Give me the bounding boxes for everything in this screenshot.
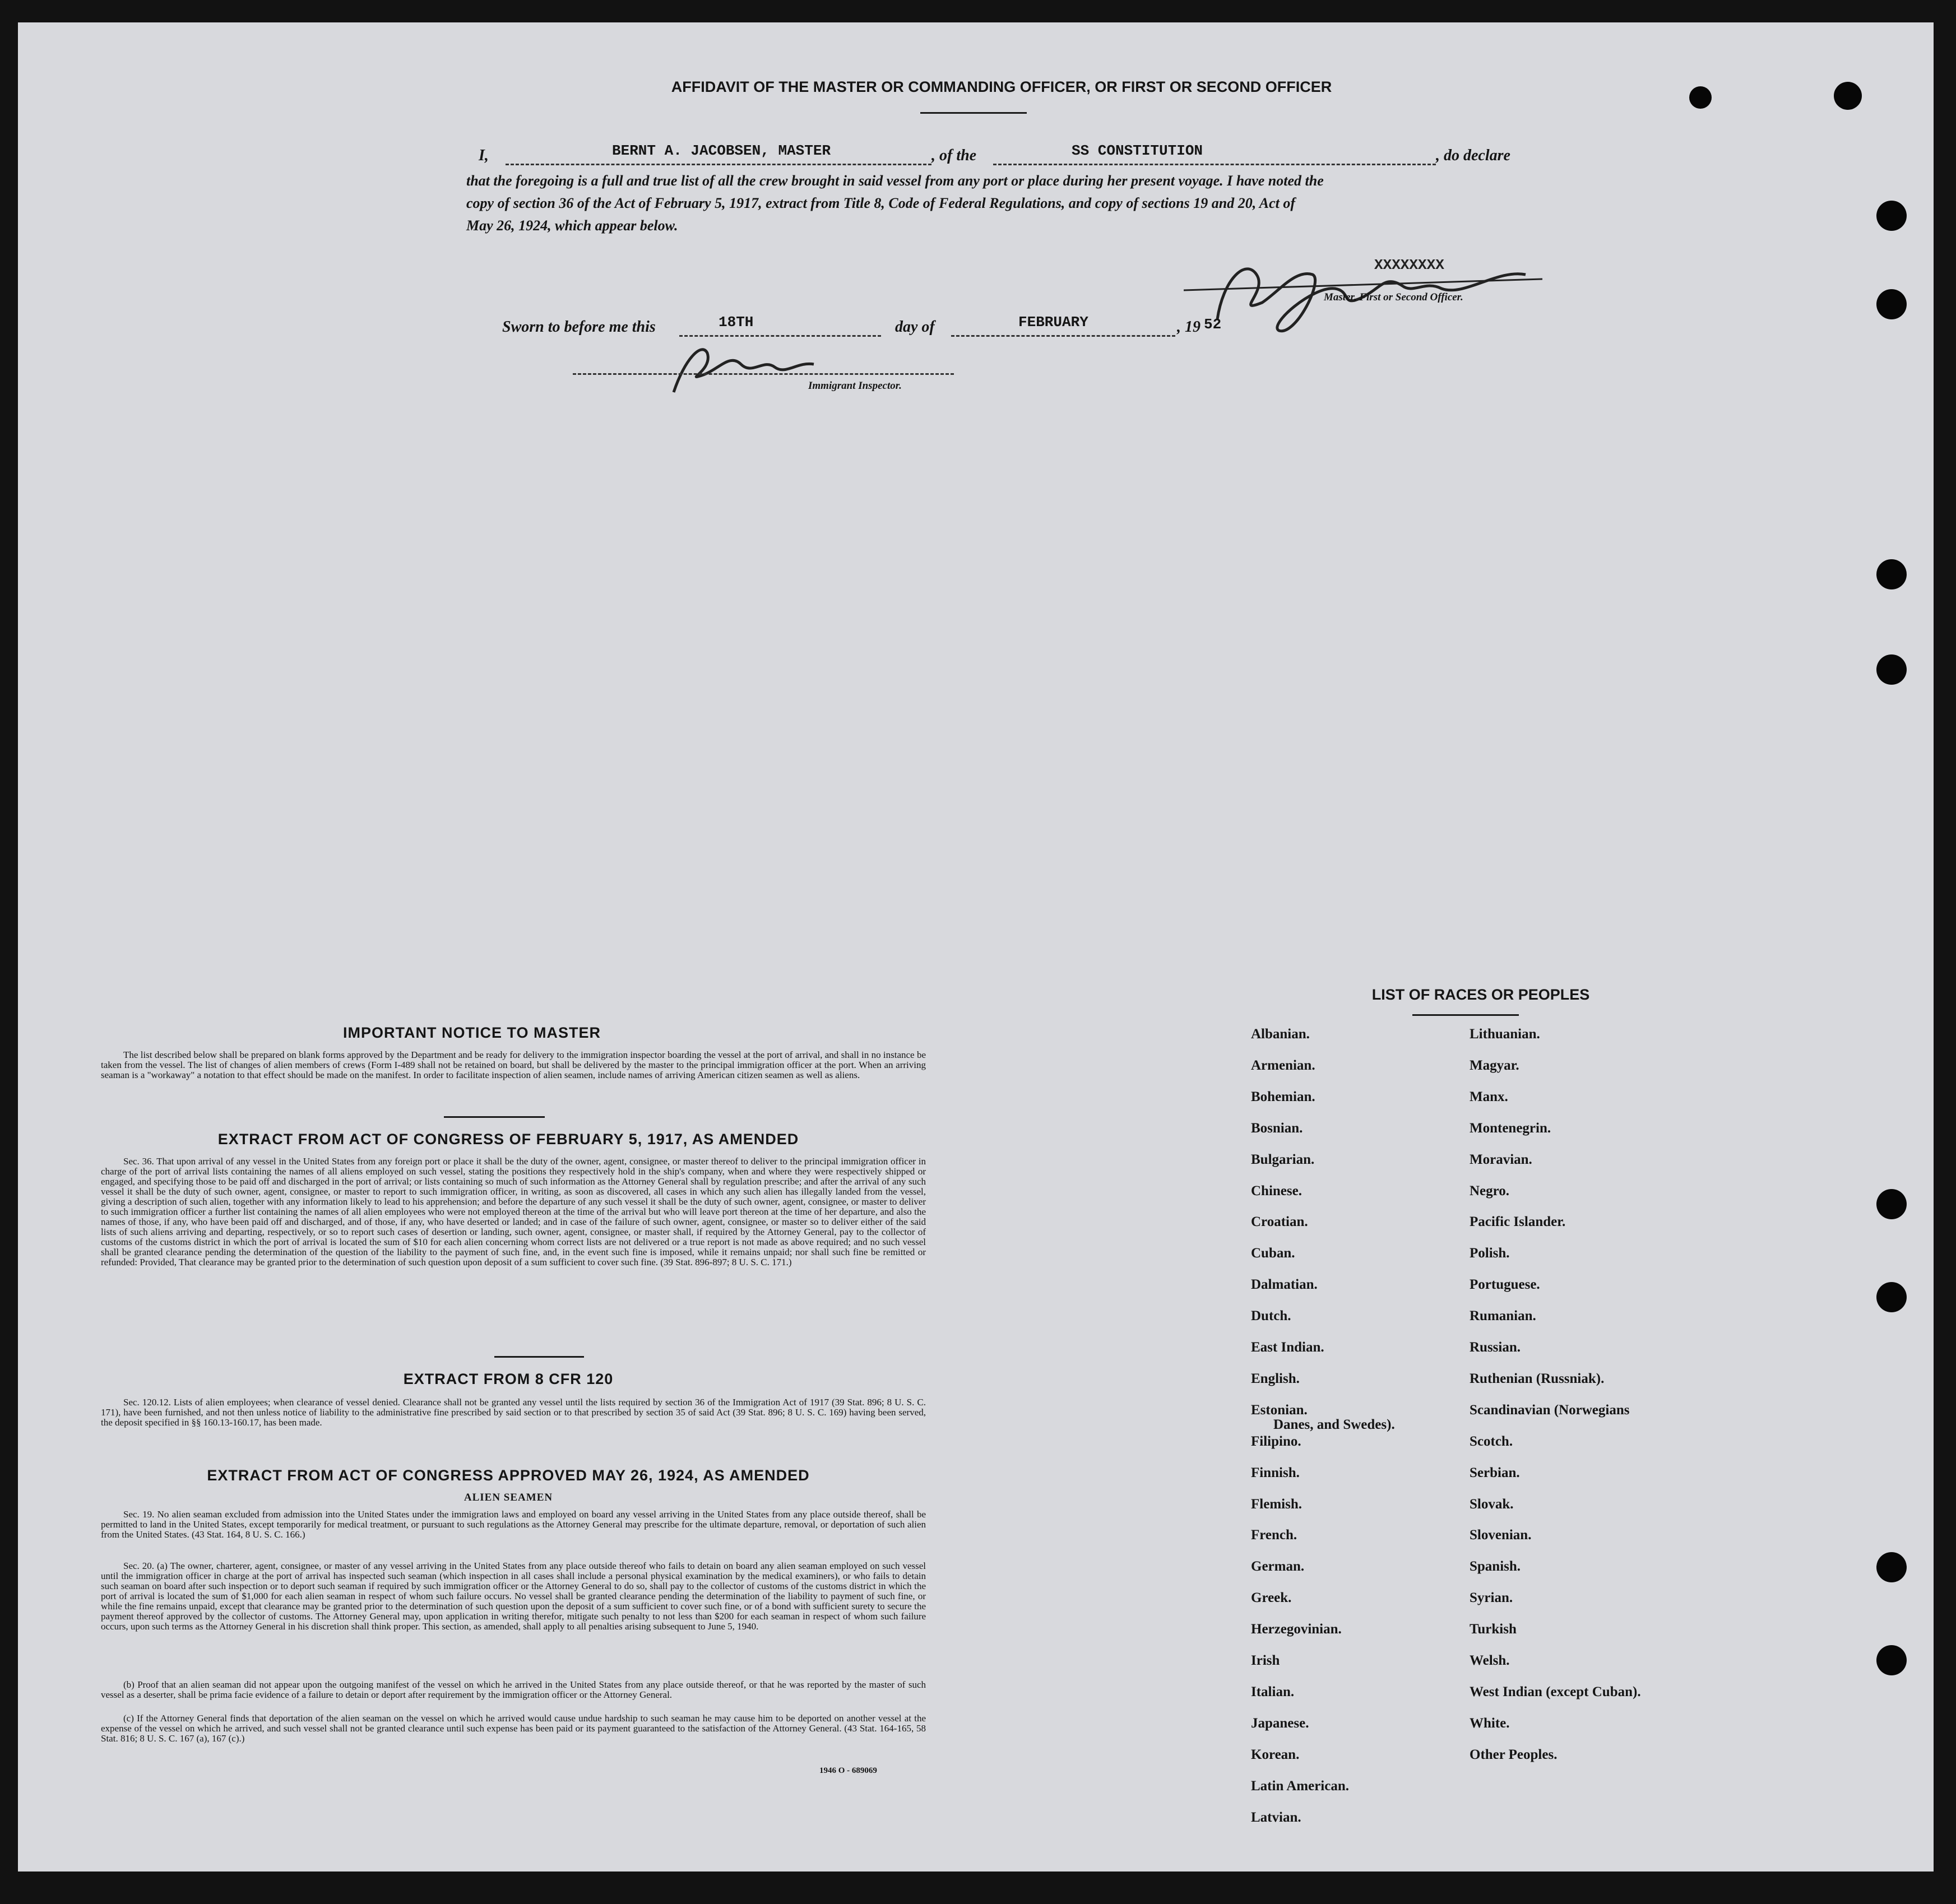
year-value: 52 [1204, 316, 1222, 333]
race-item: Filipino. [1251, 1433, 1301, 1449]
race-item: Scandinavian (Norwegians [1470, 1402, 1630, 1418]
divider-1 [444, 1116, 545, 1118]
sec-20a-text: Sec. 20. (a) The owner, charterer, agent, consignee, or master of any vessel arriving in the United States from any place outside thereof who fails to detain on board any alien seaman employed on such vessel until the immigration officer in charge at the port of arrival has inspected such seaman (which inspection in all cases shall include a personal physical examination by the medical examiners), or who fails to detain such seaman on board after such inspection or to deport such seaman if required by such immigration officer or the Attorney General to do so, shall pay to the collector of customs of the customs district in which the port of arrival is located the sum of $1,000 for each alien seaman in respect of whom such failure occurs. No vessel shall be granted clearance pending the determination of the liability to payment of such fine, or while the fine remains unpaid, except that clearance may be granted prior to the determination of such question upon the deposit of a sum sufficient to cover such fine, or of a bond with sufficient surety to secure the payment thereof approved by the collector of customs. The Attorney General may, upon application in writing therefor, mitigate such penalty to not less than $200 for each seaman in respect of whom such failure occurs, upon such terms as the Attorney General in his discretion shall think proper. This section, as amended, shall apply to all penalties arising subsequent to June 5, 1940. [101, 1561, 926, 1632]
binder-hole-4 [1876, 289, 1907, 319]
day-value: 18TH [719, 314, 754, 331]
race-item: East Indian. [1251, 1340, 1324, 1355]
master-name: BERNT A. JACOBSEN, MASTER [612, 142, 831, 159]
race-item: Lithuanian. [1470, 1027, 1540, 1042]
race-item: Cuban. [1251, 1246, 1295, 1261]
notice-text: The list described below shall be prepared on blank forms approved by the Department and be ready for delivery to the immigration inspector boarding the vessel at the port of arrival, and shall in no instance be taken from the vessel. The list of changes of alien members of crews (Form I-489 shall not be retained on board, but shall be delivered by the master to the principal immigration officer at the port. When an arriving seaman is a "workaway" a notation to that effect should be made on the manifest. In order to facilitate inspection of alien seamen, include names of arriving American citizen seamen as well as aliens. [101, 1049, 926, 1080]
race-item: Irish [1251, 1653, 1280, 1668]
svg-text:XXXXXXXX: XXXXXXXX [1374, 257, 1444, 273]
binder-hole-2 [1834, 82, 1862, 110]
race-item: Albanian. [1251, 1027, 1310, 1042]
binder-hole-1 [1689, 86, 1712, 109]
race-item: Latin American. [1251, 1778, 1349, 1794]
month-line [951, 335, 1175, 337]
race-item: French. [1251, 1527, 1297, 1543]
race-item: Syrian. [1470, 1590, 1513, 1606]
race-item: Dalmatian. [1251, 1277, 1318, 1293]
race-item: Rumanian. [1470, 1308, 1536, 1324]
race-item: Scotch. [1470, 1433, 1513, 1449]
title-divider [920, 112, 1027, 114]
sworn-label: Sworn to before me this [502, 318, 656, 336]
race-item: Herzegovinian. [1251, 1622, 1342, 1637]
binder-hole-3 [1876, 201, 1907, 231]
race-item: Bohemian. [1251, 1089, 1315, 1104]
race-item: Pacific Islander. [1470, 1214, 1566, 1230]
race-item: German. [1251, 1559, 1305, 1575]
race-item: Montenegrin. [1470, 1120, 1551, 1136]
master-signature [1184, 235, 1565, 342]
race-item: Croatian. [1251, 1214, 1308, 1230]
print-code: 1946 O - 689069 [819, 1766, 877, 1775]
race-item: Turkish [1470, 1622, 1517, 1637]
binder-hole-6 [1876, 654, 1907, 685]
race-item: Magyar. [1470, 1057, 1519, 1073]
race-item: Finnish. [1251, 1465, 1300, 1480]
inspector-caption: Immigrant Inspector. [808, 380, 902, 392]
race-item: Serbian. [1470, 1465, 1520, 1480]
race-item: Russian. [1470, 1340, 1521, 1355]
race-item: Dutch. [1251, 1308, 1291, 1324]
race-item: Estonian. [1251, 1402, 1308, 1418]
race-item: Greek. [1251, 1590, 1292, 1606]
race-item: Moravian. [1470, 1151, 1532, 1167]
binder-hole-8 [1876, 1282, 1907, 1312]
race-item: Spanish. [1470, 1559, 1521, 1575]
race-item: Flemish. [1251, 1496, 1302, 1512]
extract-1917-text: Sec. 36. That upon arrival of any vessel in the United States from any foreign port or place it shall be the duty of the owner, agent, consignee, or master thereof to deliver to the principal immigration officer in charge of the port of arrival lists containing the names of all aliens employed on such vessel, stating the positions they respectively hold in the ship's company, when and where they were respectively shipped or engaged, and specifying those to be paid off and discharged in the port of arrival; or lists containing so much of such information as the Attorney General shall by regulation prescribe; and after the arrival of any such vessel it shall be the duty of such owner, agent, consignee, or master to report to such immigration officer, in writing, as soon as discovered, all cases in which any such alien has illegally landed from the vessel, giving a description of such alien, together with any information likely to lead to his apprehension; and before the departure of any such vessel it shall be the duty of such owner, agent, consignee, or master to deliver to such immigration officer a further list containing the names of all alien employees who were not employed thereon at the time of the arrival but who will leave port thereon at the time of her departure, and also the names of those, if any, who have been paid off and discharged, and of those, if any, who have deserted or landed; and in case of the failure of such owner, agent, consignee, or master so to deliver either of the said lists of such aliens arriving and departing, respectively, or so to report such cases of desertion or landing, such owner, agent, consignee, or master shall, if required by the Attorney General, pay to the collector of customs of the customs district in which the port of arrival is located the sum of $10 for each alien concerning whom correct lists are not delivered or a true report is not made as above required; and no such vessel shall be granted clearance pending the determination of the question of the liability to the payment of such fine, and, in the event such fine is imposed, while it remains unpaid; nor shall such fine be remitted or refunded: Provided, That clearance may be granted prior to the determination of such question upon deposit of a sum sufficient to cover such fine. (39 Stat. 896-897; 8 U. S. C. 171.) [101, 1156, 926, 1267]
race-item: English. [1251, 1371, 1300, 1386]
extract-1924-title: EXTRACT FROM ACT OF CONGRESS APPROVED MAY 26, 1924, AS AMENDED [207, 1467, 810, 1484]
race-item: Bulgarian. [1251, 1151, 1315, 1167]
document-sheet [18, 22, 1934, 1872]
binder-hole-10 [1876, 1645, 1907, 1675]
race-item: Portuguese. [1470, 1277, 1540, 1293]
race-item: Polish. [1470, 1246, 1510, 1261]
month-value: FEBRUARY [1018, 314, 1088, 331]
races-title: LIST OF RACES OR PEOPLES [1371, 986, 1590, 1003]
year-prefix: , 19 [1177, 318, 1201, 336]
binder-hole-5 [1876, 559, 1907, 589]
race-item: White. [1470, 1715, 1510, 1731]
race-item: Bosnian. [1251, 1120, 1303, 1136]
vessel-line [993, 164, 1436, 165]
race-item: Chinese. [1251, 1183, 1302, 1199]
race-item: Manx. [1470, 1089, 1508, 1104]
binder-hole-9 [1876, 1552, 1907, 1582]
race-item: Japanese. [1251, 1715, 1309, 1731]
binder-hole-7 [1876, 1189, 1907, 1219]
affidavit-body-line-3: May 26, 1924, which appear below. [466, 217, 678, 234]
extract-cfr-title: EXTRACT FROM 8 CFR 120 [403, 1371, 614, 1387]
inspector-line [573, 373, 954, 375]
race-item: Slovenian. [1470, 1527, 1532, 1543]
race-item: Latvian. [1251, 1809, 1301, 1825]
race-item: Italian. [1251, 1684, 1295, 1699]
inspector-signature [662, 336, 831, 398]
sec-20b-text: (b) Proof that an alien seaman did not appear upon the outgoing manifest of the vessel on which he arrived in the United States from any place outside thereof, or that he was reported by the master of such vessel as a deserter, shall be prima facie evidence of a failure to detain or deport after requirement by the immigration officer or the Attorney General. [101, 1679, 926, 1700]
race-item: Korean. [1251, 1747, 1300, 1762]
sec-19-text: Sec. 19. No alien seaman excluded from admission into the United States under the immigration laws and employed on board any vessel arriving in the United States from any place outside thereof, shall be permitted to land in the United States, except temporarily for medical treatment, or pursuant to such regulations as the Attorney General may prescribe for the ultimate departure, removal, or deportation of such alien from the United States. (43 Stat. 164, 8 U. S. C. 166.) [101, 1509, 926, 1540]
master-name-line [506, 164, 931, 165]
race-item: Danes, and Swedes). [1273, 1417, 1395, 1432]
divider-2 [494, 1356, 584, 1358]
do-declare-label: , do declare [1436, 147, 1510, 164]
affidavit-title: AFFIDAVIT OF THE MASTER OR COMMANDING OFFICER, OR FIRST OR SECOND OFFICER [671, 78, 1332, 95]
affidavit-body-line-1: that the foregoing is a full and true list of all the crew brought in said vessel from any port or place during her present voyage. I have noted the [466, 173, 1324, 189]
vessel-name: SS CONSTITUTION [1072, 142, 1203, 159]
of-the-label: , of the [931, 147, 977, 164]
i-label: I, [479, 147, 489, 164]
extract-1917-title: EXTRACT FROM ACT OF CONGRESS OF FEBRUARY 5, 1917, AS AMENDED [217, 1131, 799, 1148]
extract-cfr-text: Sec. 120.12. Lists of alien employees; when clearance of vessel denied. Clearance shall not be granted any vessel until the lists required by section 36 of the Immigration Act of 1917 (39 Stat. 896; 8 U. S. C. 171), have been furnished, and not then unless notice of liability to the administrative fine prescribed by said section or to that prescribed by section 35 of said Act (39 Stat. 896; 8 U. S. C. 169) having been served, the deposit specified in §§ 160.13-160.17, has been made. [101, 1397, 926, 1428]
signature-caption: Master, First or Second Officer. [1324, 291, 1463, 303]
sec-20c-text: (c) If the Attorney General finds that deportation of the alien seaman on the vessel on which he arrived would cause undue hardship to such seaman he may cause him to be deported on another vessel at the expense of the vessel on which he arrived, and such vessel shall not be granted clearance until such expense has been paid or its payment guaranteed to the satisfaction of the Attorney General. (43 Stat. 164-165, 58 Stat. 816; 8 U. S. C. 167 (a), 167 (c).) [101, 1713, 926, 1744]
race-item: Slovak. [1470, 1496, 1514, 1512]
race-item: Other Peoples. [1470, 1747, 1558, 1762]
race-item: Negro. [1470, 1183, 1510, 1199]
races-divider [1412, 1014, 1519, 1016]
notice-title: IMPORTANT NOTICE TO MASTER [343, 1024, 601, 1041]
race-item: West Indian (except Cuban). [1470, 1684, 1641, 1699]
race-item: Armenian. [1251, 1057, 1315, 1073]
race-item: Ruthenian (Russniak). [1470, 1371, 1605, 1386]
race-item: Welsh. [1470, 1653, 1510, 1668]
day-of-label: day of [895, 318, 935, 336]
extract-1924-subtitle: ALIEN SEAMEN [463, 1492, 553, 1503]
affidavit-body-line-2: copy of section 36 of the Act of February 5, 1917, extract from Title 8, Code of Federal Regulations, and copy of sections 19 and 20, Act of [466, 195, 1295, 211]
